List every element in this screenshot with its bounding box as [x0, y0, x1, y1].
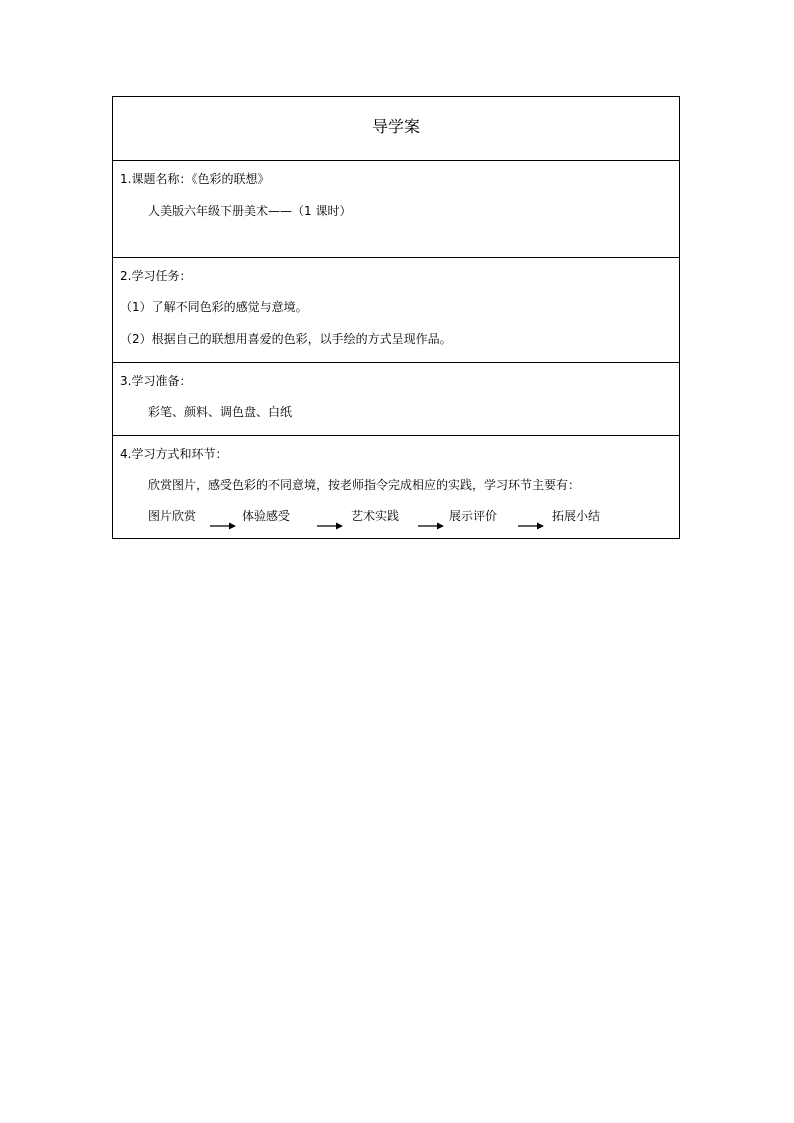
- document-title: 导学案: [371, 117, 420, 136]
- topic-textbook-line: 人美版六年级下册美术——（1 课时）: [148, 204, 352, 218]
- title-row: [113, 97, 679, 161]
- topic-heading: 1.课题名称：《色彩的联想》: [120, 172, 270, 186]
- topic-row: [113, 161, 679, 258]
- task-heading: 2.学习任务：: [120, 269, 192, 283]
- step-label: 体验感受: [242, 509, 291, 523]
- right-arrow-icon: [518, 521, 544, 531]
- right-arrow-icon: [317, 521, 343, 531]
- study-guide-table: [112, 96, 680, 539]
- step-label: 艺术实践: [351, 509, 400, 523]
- step-label: 拓展小结: [552, 509, 601, 523]
- task-row: [113, 258, 679, 363]
- preparation-materials: 彩笔、颜料、调色盘、白纸: [148, 405, 293, 419]
- step-label: 展示评价: [449, 509, 498, 523]
- preparation-row: [113, 363, 679, 436]
- right-arrow-icon: [418, 521, 444, 531]
- step-label: 图片欣赏: [148, 509, 197, 523]
- method-heading: 4.学习方式和环节：: [120, 447, 228, 461]
- preparation-heading: 3.学习准备：: [120, 374, 192, 388]
- right-arrow-icon: [210, 521, 236, 531]
- method-row: [113, 436, 679, 540]
- method-description: 欣赏图片，感受色彩的不同意境，按老师指令完成相应的实践，学习环节主要有：: [148, 478, 581, 492]
- task-item: （1）了解不同色彩的感觉与意境。: [120, 300, 308, 314]
- task-item: （2）根据自己的联想用喜爱的色彩，以手绘的方式呈现作品。: [120, 332, 452, 346]
